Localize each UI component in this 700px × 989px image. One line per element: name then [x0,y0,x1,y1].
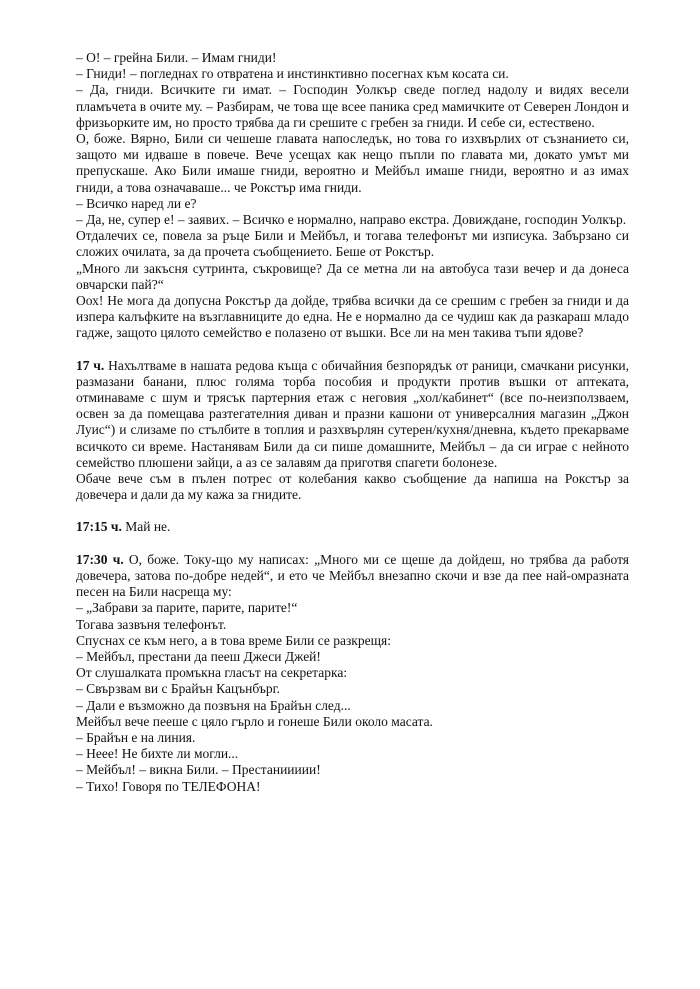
paragraph-text: – Да, гниди. Всичките ги имат. – Господин Уолкър сведе поглед надолу и видях весели пламъчета в очите му. – Разбирам, че това ще всее паника сред мамичките от Северен Лондон и фризьорките им, но просто трябва да ги срешите с гребен за гниди. И себе си, естествено. [76,82,629,130]
body-paragraph [76,600,629,616]
body-paragraph [76,714,629,730]
paragraph-text: – Мейбъл! – викна Били. – Престаниииии! [76,762,321,778]
paragraph-text: – Тихо! Говоря по ТЕЛЕФОНА! [76,778,261,794]
body-paragraph [76,261,629,293]
body-paragraph [76,730,629,746]
body-paragraph [76,50,629,66]
paragraph-text: – Гниди! – погледнах го отвратена и инстинктивно посегнах към косата си. [76,66,509,82]
body-paragraph [76,82,629,131]
body-paragraph [76,196,629,212]
paragraph-text: – Нeee! Не бихте ли могли... [76,746,239,762]
paragraph-text: О, боже. Току-що му написах: „Много ми се щеше да дойдеш, но трябва да работя довечера, затова по-добре недей“, и ето че Мейбъл внезапно скочи и взе да пее най-омразната песен на Били насреща му: [76,551,629,600]
paragraph-text: От слушалката промъкна гласът на секретарка: [76,665,348,681]
body-paragraph [76,228,629,260]
body-paragraph [76,698,629,714]
paragraph-text: Обаче вече съм в пълен потрес от колебания какво съобщение да напиша на Рокстър за довечера и дали да му кажа за гнидите. [76,471,629,503]
paragraph-text: Тогава зазвъня телефонът. [76,616,227,632]
paragraph-text: – О! – грейна Били. – Имам гниди! [76,50,277,65]
body-paragraph [76,131,629,196]
paragraph-text: Нахълтваме в нашата редова къща с обичайния безпорядък от раници, смачкани рисунки, размазани банани, плюс голяма торба пособия и продукти против въшки от аптеката, отминаваме с шум и трясък партерния етаж с неговия „хол/кабинет“ (все по-неизползваем, освен за да помещава разтегателния диван и празни кашони от универсалния магазин „Джон Луис“) и слизаме по стълбите в топлия и разхвърлян сутерен/кухня/дневна, където прекарваме всичкото си време. Настанявам Били да си пише домашните, Мейбъл – да си играе с нейното семейство плюшени зайци, а аз се залавям да приготвя спагети болонезе. [76,357,629,470]
body-paragraph [76,665,629,681]
paragraph-text: – Брайън е на линия. [76,729,196,745]
body-paragraph [76,762,629,778]
body-paragraph [76,649,629,665]
time-entry-paragraph [76,552,629,601]
paragraph-text: – Дали е възможно да позвъня на Брайън след... [76,697,351,713]
paragraph-text: – Свързвам ви с Брайън Кацънбърг. [76,681,281,697]
paragraph-text: Май не. [121,519,171,535]
body-paragraph [76,681,629,697]
paragraph-text: Мейбъл вече пееше с цяло гърло и гонеше Били около масата. [76,713,433,729]
body-paragraph [76,471,629,503]
time-stamp: 17 ч. [76,357,105,373]
paragraph-text: Отдалечих се, повела за ръце Били и Мейбъл, и тогава телефонът ми изписука. Забързано си сложих очилата, за да прочета съобщението. Беше от Рокстър. [76,228,629,260]
document-page [76,50,629,795]
paragraph-text: Спуснах се към него, а в това време Били се разкрещя: [76,632,391,648]
body-paragraph [76,617,629,633]
paragraph-text: – Да, не, супер е! – заявих. – Всичко е нормално, направо екстра. Довиждане, господин Уолкър. [76,212,627,228]
paragraph-text: – Всичко наред ли е? [76,195,197,211]
paragraph-text: О, боже. Вярно, Били си чешеше главата напоследък, но това го изхвърлих от съзнанието си, защото ми идваше в повече. Вече усещах как нещо пъпли по главата ми, докато умът ми препускаше. Ако Били имаше гниди, вероятно и Мейбъл имаше гниди, вероятно и аз имах гниди, а това означаваше... че Рокстър има гниди. [76,131,629,195]
time-entry-paragraph [76,519,629,535]
paragraph-text: – „Забрави за парите, парите, парите!“ [76,600,298,616]
body-paragraph [76,746,629,762]
body-paragraph [76,293,629,342]
body-paragraph [76,633,629,649]
time-entry-paragraph [76,358,629,471]
paragraph-text: – Мейбъл, престани да пееш Джеси Джей! [76,648,321,664]
paragraph-text: Оох! Не мога да допусна Рокстър да дойде, трябва всички да се срешим с гребен за гниди и да изпера калъфките на възглавниците до една. Не е нормално да се чудиш как да разкараш младо гадже, защото цялото семейство е полазено от въшки. Все ли на мен такива тъпи ядове? [76,293,629,341]
time-stamp: 17:15 ч. [76,519,122,535]
paragraph-text: „Много ли закъсня сутринта, съкровище? Да се метна ли на автобуса тази вечер и да донеса овчарски пай?“ [76,260,629,292]
body-paragraph [76,66,629,82]
body-paragraph [76,779,629,795]
body-paragraph [76,212,629,228]
time-stamp: 17:30 ч. [76,551,124,567]
